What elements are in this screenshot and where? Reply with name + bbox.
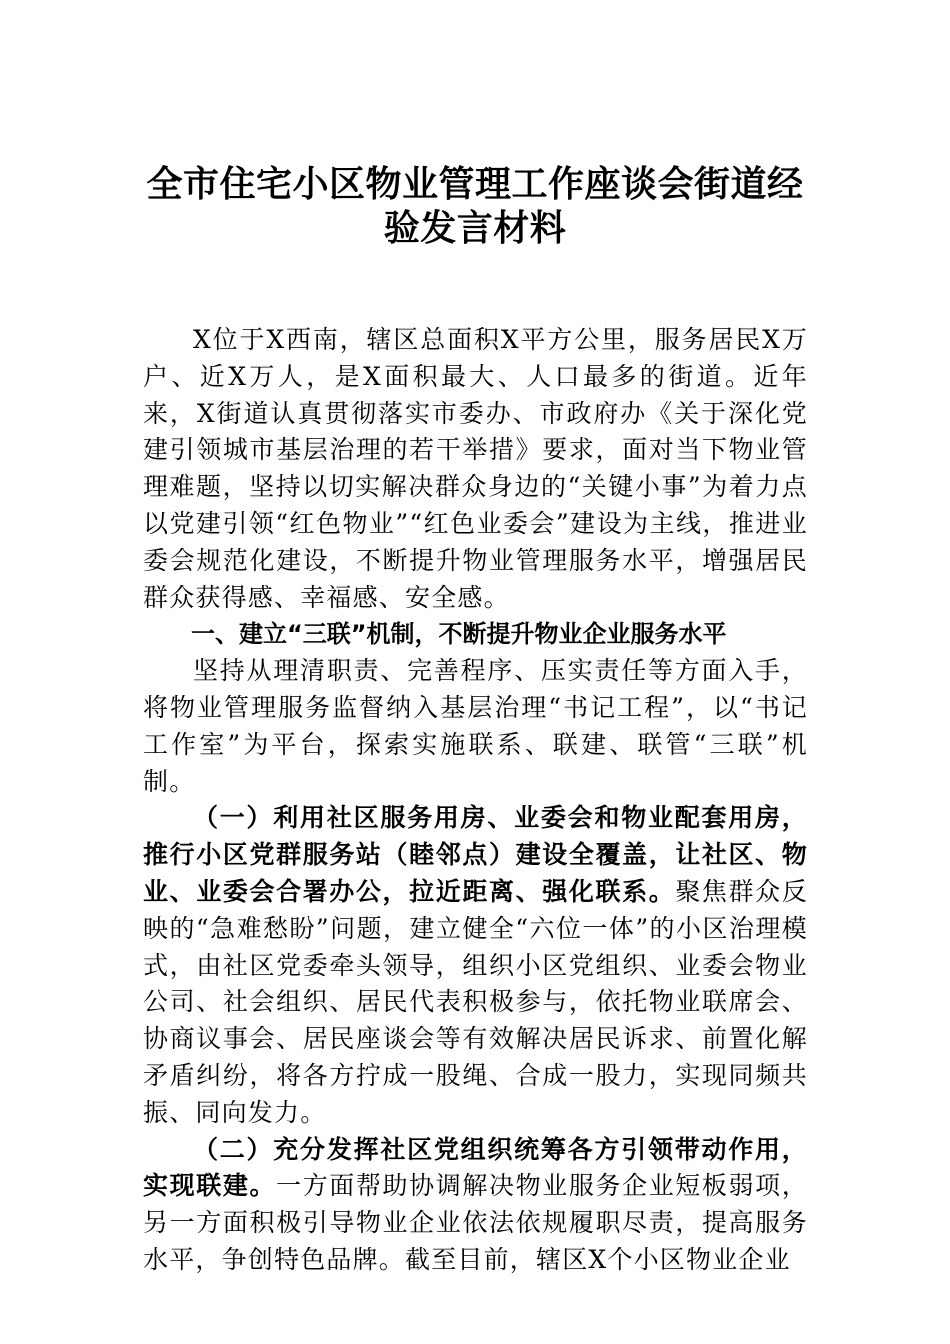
intro-paragraph: X位于X西南，辖区总面积X平方公里，服务居民X万户、近X万人，是X面积最大、人口最多的街道。近年来，X街道认真贯彻落实市委办、市政府办《关于深化党建引领城市基层治理的若干举措》要求，面对当下物业管理难题，坚持以切实解决群众身边的“关键小事”为着力点以党建引领“红色物业”“红色业委会”建设为主线，推进业委会规范化建设，不断提升物业管理服务水平，增强居民群众获得感、幸福感、安全感。 xyxy=(143,325,808,612)
item-2-body: 一方面帮助协调解决物业服务企业短板弱项，另一方面积极引导物业企业依法依规履职尽责，提高服务水平，争创特色品牌。截至目前，辖区X个小区物业企业 xyxy=(143,1171,808,1274)
document-title-line-1: 全市住宅小区物业管理工作座谈会街道经 xyxy=(146,164,804,205)
item-2-paragraph xyxy=(143,1132,808,1279)
item-2-lead: （二）充分发挥社区党组织统筹各方引领带动作用，实现联建。 xyxy=(143,1134,808,1201)
section-1-paragraph: 坚持从理清职责、完善程序、压实责任等方面入手，将物业管理服务监督纳入基层治理“书记工程”，以“书记工作室”为平台，探索实施联系、联建、联管“三联”机制。 xyxy=(143,656,808,796)
document-body xyxy=(143,322,808,1279)
section-1-heading: 一、建立“三联”机制，不断提升物业企业服务水平 xyxy=(191,620,727,649)
item-1-body: 聚焦群众反映的“急难愁盼”问题，建立健全“六位一体”的小区治理模式，由社区党委牵头领导，组织小区党组织、业委会物业公司、社会组织、居民代表积极参与，依托物业联席会、协商议事会、居民座谈会等有效解决居民诉求、前置化解矛盾纠纷，将各方拧成一股绳、合成一股力，实现同频共振、同向发力。 xyxy=(143,876,808,1127)
document-title-line-2: 验发言材料 xyxy=(383,208,567,249)
item-1-lead: （一）利用社区服务用房、业委会和物业配套用房，推行小区党群服务站（睦邻点）建设全覆盖，让社区、物业、业委会合署办公，拉近距离、强化联系。 xyxy=(143,803,808,906)
item-1-paragraph xyxy=(143,800,808,1131)
